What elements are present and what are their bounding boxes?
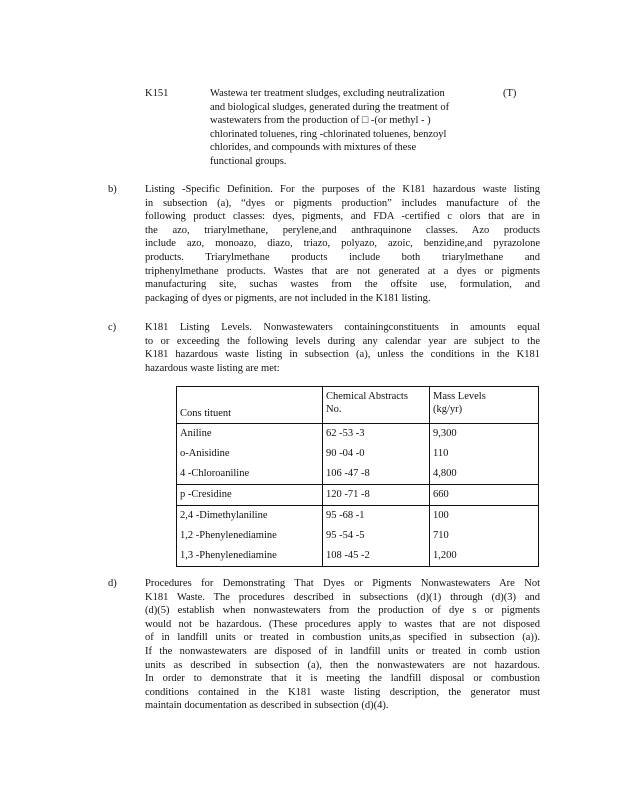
paragraph-line: in subsection (a), “dyes or pigments production” includes manufacture of the bbox=[145, 197, 540, 209]
section-b-letter: b) bbox=[108, 184, 117, 195]
cell-mass-level: 110 bbox=[433, 448, 449, 459]
k151-line: and biological sludges, generated during the treatment of bbox=[210, 101, 450, 113]
section-c-paragraph bbox=[145, 321, 540, 375]
cell-cas-number: 62 -53 -3 bbox=[323, 424, 430, 445]
paragraph-line: K181 hazardous waste listing in subsection (a), unless the conditions in the K181 bbox=[145, 349, 540, 361]
table-header-row bbox=[177, 387, 539, 424]
table-row bbox=[177, 546, 539, 567]
paragraph-line: triphenylmethane products. Wastes that are not generated at a dyes or pigments bbox=[145, 265, 540, 277]
k181-levels-table bbox=[176, 386, 539, 567]
header-mass-line: Mass Levels bbox=[433, 391, 486, 402]
cell-mass-level: 1,200 bbox=[433, 550, 457, 561]
k151-line: chlorides, and compounds with mixtures of these bbox=[210, 142, 417, 154]
cell-cas-number: 106 -47 -8 bbox=[323, 464, 430, 485]
paragraph-line: manufacturing site, suchas wastes from the offsite use, formulation, and bbox=[145, 279, 540, 291]
paragraph-line: In order to demonstrate that it is meeting the landfill disposal or combustion bbox=[145, 673, 540, 685]
header-cas-line: Chemical Abstracts bbox=[326, 391, 408, 402]
paragraph-line: include azo, monoazo, diazo, triazo, polyazo, azoic, benzidine,and pyrazolone bbox=[145, 238, 540, 250]
paragraph-line: (d)(5) establish when nonwastewaters from the production of dye s or pigments bbox=[145, 605, 540, 617]
cell-constituent: p -Cresidine bbox=[177, 485, 323, 506]
header-constituent: Cons tituent bbox=[177, 387, 323, 424]
section-d-letter: d) bbox=[108, 578, 117, 589]
paragraph-line: packaging of dyes or pigments, are not included in the K181 listing. bbox=[145, 292, 431, 304]
header-mass-line: (kg/yr) bbox=[433, 404, 463, 415]
paragraph-line: units as described in subsection (a), then the nonwastewaters are not hazardous. bbox=[145, 659, 540, 671]
cell-mass-level: 100 bbox=[433, 510, 449, 521]
table-row bbox=[177, 424, 539, 445]
table-row bbox=[177, 444, 539, 464]
cell-mass-level: 660 bbox=[430, 485, 539, 506]
paragraph-line: maintain documentation as described in subsection (d)(4). bbox=[145, 700, 389, 712]
cell-constituent: 1,3 -Phenylenediamine bbox=[177, 546, 323, 567]
paragraph-line: K181 Listing Levels. Nonwastewaters containingconstituents in amounts equal bbox=[145, 322, 540, 333]
header-cas-number bbox=[323, 387, 430, 424]
cell-constituent: 1,2 -Phenylenediamine bbox=[177, 526, 323, 546]
cell-cas-number: 95 -54 -5 bbox=[323, 526, 430, 546]
section-c-letter: c) bbox=[108, 322, 117, 333]
paragraph-line: would not be hazardous. (These procedures apply to wastes that are not disposed bbox=[145, 618, 540, 630]
table-row bbox=[177, 485, 539, 506]
k151-code: K151 bbox=[145, 88, 169, 99]
k151-line: functional groups. bbox=[210, 155, 287, 167]
cell-mass-level: 9,300 bbox=[433, 428, 457, 439]
paragraph-line: to or exceeding the following levels during any calendar year are subject to the bbox=[145, 335, 540, 347]
cell-cas-number: 120 -71 -8 bbox=[323, 485, 430, 506]
paragraph-line: products. Triarylmethane products include both triarylmethane and bbox=[145, 251, 540, 263]
table-row bbox=[177, 526, 539, 546]
table-row bbox=[177, 506, 539, 527]
cell-cas-number: 108 -45 -2 bbox=[323, 546, 430, 567]
cell-constituent: Aniline bbox=[177, 424, 323, 445]
cell-cas-number: 95 -68 -1 bbox=[323, 506, 430, 527]
header-cas-line: No. bbox=[326, 404, 342, 415]
table-row bbox=[177, 464, 539, 485]
cell-constituent: o-Anisidine bbox=[177, 444, 323, 464]
section-b-paragraph bbox=[145, 183, 540, 305]
cell-constituent: 4 -Chloroaniline bbox=[177, 464, 323, 485]
cell-mass-level: 710 bbox=[433, 530, 449, 541]
k151-line: Wastewa ter treatment sludges, excluding neutralization bbox=[210, 88, 445, 99]
paragraph-line: following product classes: dyes, pigments, and FDA -certified c olors that are in bbox=[145, 211, 540, 223]
paragraph-line: K181 Waste. The procedures described in subsections (d)(1) through (d)(3) and bbox=[145, 591, 540, 603]
k151-line: chlorinated toluenes, ring -chlorinated toluenes, benzoyl bbox=[210, 128, 447, 140]
section-d-paragraph bbox=[145, 577, 540, 713]
cell-mass-level: 4,800 bbox=[430, 464, 539, 485]
paragraph-line: Procedures for Demonstrating That Dyes or Pigments Nonwastewaters Are Not bbox=[145, 578, 540, 589]
k151-description bbox=[210, 87, 515, 169]
paragraph-line: If the nonwastewaters are disposed of in landfill units or treated in comb ustion bbox=[145, 645, 540, 657]
header-mass-levels bbox=[430, 387, 539, 424]
k151-hazard-code: (T) bbox=[503, 88, 517, 99]
paragraph-line: the azo, triarylmethane, perylene,and anthraquinone classes. Azo products bbox=[145, 224, 540, 236]
paragraph-line: of in landfill units or treated in combustion units,as specified in subsection (a)). bbox=[145, 632, 540, 644]
paragraph-line: conditions contained in the K181 waste listing description, the generator must bbox=[145, 686, 540, 698]
paragraph-line: hazardous waste listing are met: bbox=[145, 362, 280, 374]
cell-cas-number: 90 -04 -0 bbox=[323, 444, 430, 464]
cell-constituent: 2,4 -Dimethylaniline bbox=[177, 506, 323, 527]
k151-line: wastewaters from the production of □ -(or methyl - ) bbox=[210, 115, 431, 127]
paragraph-line: Listing -Specific Definition. For the purposes of the K181 hazardous waste listing bbox=[145, 184, 540, 195]
